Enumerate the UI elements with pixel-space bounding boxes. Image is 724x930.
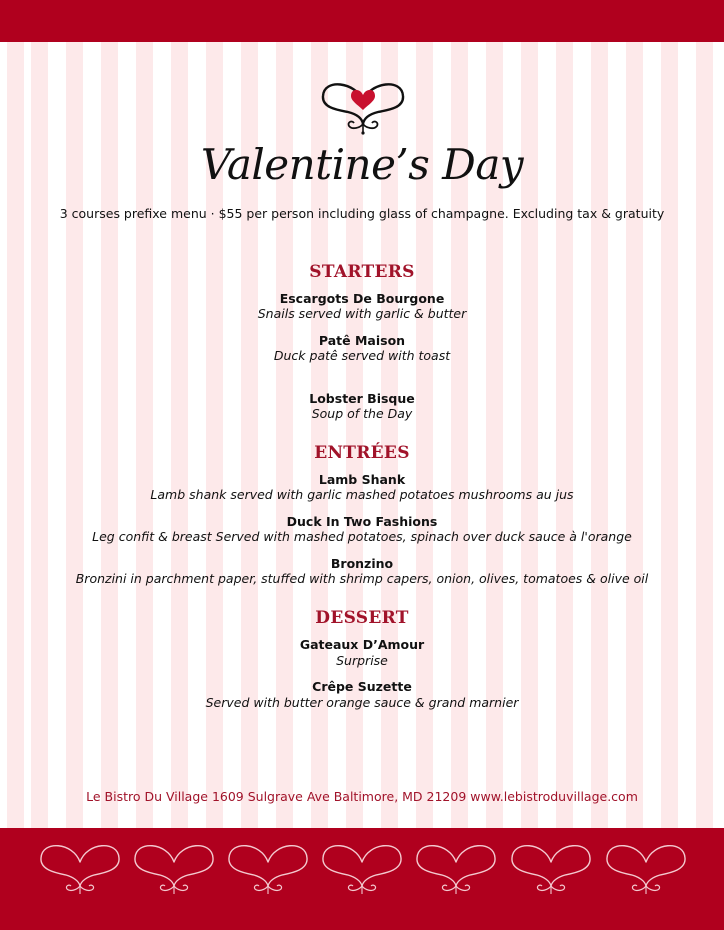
menu-item-description: Served with butter orange sauce & grand marnier	[205, 695, 519, 710]
heart-outline-icon	[135, 846, 213, 894]
menu-subtitle: 3 courses prefixe menu · $55 per person including glass of champagne. Excluding tax & gratuity	[59, 206, 665, 221]
menu-item-description: Leg confit & breast Served with mashed potatoes, spinach over duck sauce à l'orange	[92, 529, 632, 544]
menu-item-name: Duck In Two Fashions	[286, 514, 438, 529]
bottom-red-band	[0, 828, 724, 930]
menu-item-description: Duck patê served with toast	[273, 348, 451, 363]
restaurant-footer: Le Bistro Du Village 1609 Sulgrave Ave Baltimore, MD 21209 www.lebistroduvillage.com	[86, 789, 638, 804]
heart-outline-icon	[417, 846, 495, 894]
section-heading-starters: STARTERS	[309, 262, 415, 282]
top-red-band	[0, 0, 724, 42]
heart-outline-icon	[323, 846, 401, 894]
heart-outline-icon	[41, 846, 119, 894]
menu-item-name: Escargots De Bourgone	[279, 291, 445, 306]
menu-title: Valentine’s Day	[200, 140, 524, 189]
menu-item-name: Gateaux D’Amour	[299, 637, 425, 652]
heart-scroll-icon	[318, 70, 408, 138]
menu-item-description: Lamb shank served with garlic mashed potatoes mushrooms au jus	[150, 487, 574, 502]
section-heading-dessert: DESSERT	[315, 608, 409, 628]
heart-outline-icon	[229, 846, 307, 894]
section-heading-entrees: ENTRÉES	[314, 443, 410, 463]
menu-item-description: Surprise	[336, 653, 388, 668]
menu-item-name: Crêpe Suzette	[312, 679, 412, 694]
menu-item-name: Bronzino	[330, 556, 394, 571]
menu-item-name: Lamb Shank	[318, 472, 406, 487]
heart-outline-icon	[607, 846, 685, 894]
menu-item-description: Bronzini in parchment paper, stuffed with shrimp capers, onion, olives, tomatoes & olive oil	[75, 571, 649, 586]
menu-item-name: Lobster Bisque	[309, 391, 415, 406]
menu-item-name: Patê Maison	[318, 333, 406, 348]
menu-item-description: Soup of the Day	[311, 406, 413, 421]
heart-outline-icon	[512, 846, 590, 894]
menu-item-description: Snails served with garlic & butter	[257, 306, 467, 321]
heart-border	[0, 828, 724, 930]
